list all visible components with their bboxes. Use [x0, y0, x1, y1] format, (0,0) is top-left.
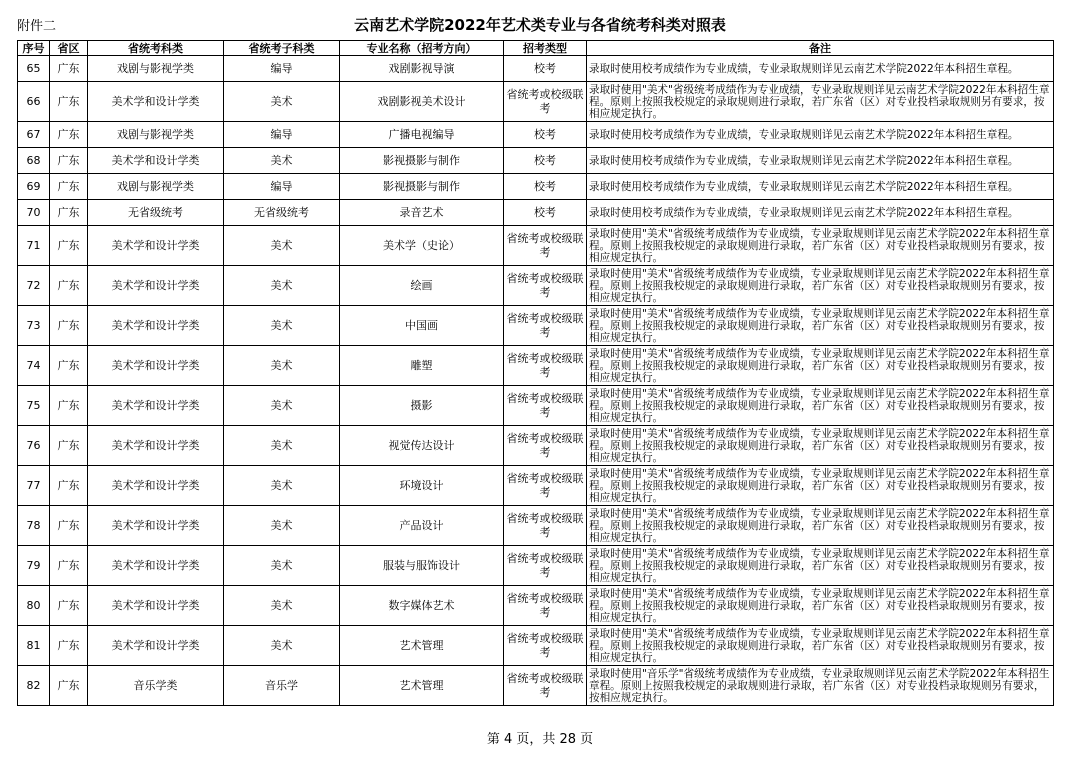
table-row	[18, 82, 1054, 122]
table-row	[18, 56, 1054, 82]
cell-note: 录取时使用校考成绩作为专业成绩，专业录取规则详见云南艺术学院2022年本科招生章程。	[587, 174, 1054, 200]
cell-type: 省统考或校级联考	[504, 666, 587, 706]
cell-province: 广东	[50, 226, 88, 266]
cell-type: 省统考或校级联考	[504, 266, 587, 306]
cell-subcategory: 编导	[224, 122, 340, 148]
column-header: 省统考科类	[88, 41, 224, 56]
cell-number: 81	[18, 626, 50, 666]
cell-number: 74	[18, 346, 50, 386]
cell-province: 广东	[50, 626, 88, 666]
cell-category: 戏剧与影视学类	[88, 122, 224, 148]
cell-category: 美术学和设计学类	[88, 306, 224, 346]
cell-province: 广东	[50, 546, 88, 586]
table-row	[18, 626, 1054, 666]
cell-note: 录取时使用校考成绩作为专业成绩，专业录取规则详见云南艺术学院2022年本科招生章程。	[587, 200, 1054, 226]
cell-major: 美术学（史论）	[340, 226, 504, 266]
cell-category: 戏剧与影视学类	[88, 56, 224, 82]
cell-subcategory: 音乐学	[224, 666, 340, 706]
cell-type: 省统考或校级联考	[504, 426, 587, 466]
cell-subcategory: 美术	[224, 506, 340, 546]
cell-province: 广东	[50, 506, 88, 546]
cell-note: 录取时使用校考成绩作为专业成绩，专业录取规则详见云南艺术学院2022年本科招生章程。	[587, 148, 1054, 174]
cell-category: 美术学和设计学类	[88, 346, 224, 386]
table-row	[18, 386, 1054, 426]
cell-number: 67	[18, 122, 50, 148]
cell-number: 66	[18, 82, 50, 122]
cell-major: 戏剧影视导演	[340, 56, 504, 82]
cell-province: 广东	[50, 466, 88, 506]
cell-subcategory: 编导	[224, 174, 340, 200]
cell-major: 广播电视编导	[340, 122, 504, 148]
cell-note: 录取时使用"美术"省级统考成绩作为专业成绩，专业录取规则详见云南艺术学院2022年本科招生章程。原则上按照我校规定的录取规则进行录取，若广东省（区）对专业投档录取规则另有要求，按相应规定执行。	[587, 266, 1054, 306]
cell-category: 美术学和设计学类	[88, 226, 224, 266]
cell-province: 广东	[50, 306, 88, 346]
cell-number: 72	[18, 266, 50, 306]
column-header: 备注	[587, 41, 1054, 56]
cell-major: 服装与服饰设计	[340, 546, 504, 586]
cell-subcategory: 美术	[224, 586, 340, 626]
cell-major: 摄影	[340, 386, 504, 426]
cell-subcategory: 美术	[224, 386, 340, 426]
cell-category: 美术学和设计学类	[88, 466, 224, 506]
cell-subcategory: 美术	[224, 626, 340, 666]
cell-category: 美术学和设计学类	[88, 266, 224, 306]
cell-category: 音乐学类	[88, 666, 224, 706]
cell-type: 省统考或校级联考	[504, 466, 587, 506]
cell-type: 省统考或校级联考	[504, 506, 587, 546]
cell-category: 美术学和设计学类	[88, 426, 224, 466]
cell-major: 绘画	[340, 266, 504, 306]
cell-type: 校考	[504, 56, 587, 82]
column-header: 序号	[18, 41, 50, 56]
cell-type: 省统考或校级联考	[504, 626, 587, 666]
table-row	[18, 122, 1054, 148]
cell-major: 产品设计	[340, 506, 504, 546]
cell-province: 广东	[50, 666, 88, 706]
cell-subcategory: 美术	[224, 346, 340, 386]
cell-type: 校考	[504, 174, 587, 200]
cell-number: 75	[18, 386, 50, 426]
table-row	[18, 306, 1054, 346]
cell-major: 中国画	[340, 306, 504, 346]
cell-subcategory: 美术	[224, 466, 340, 506]
cell-category: 美术学和设计学类	[88, 586, 224, 626]
cell-subcategory: 美术	[224, 426, 340, 466]
cell-note: 录取时使用校考成绩作为专业成绩，专业录取规则详见云南艺术学院2022年本科招生章程。	[587, 122, 1054, 148]
table-row	[18, 148, 1054, 174]
table-row	[18, 466, 1054, 506]
cell-note: 录取时使用"美术"省级统考成绩作为专业成绩，专业录取规则详见云南艺术学院2022年本科招生章程。原则上按照我校规定的录取规则进行录取，若广东省（区）对专业投档录取规则另有要求，按相应规定执行。	[587, 466, 1054, 506]
column-header: 招考类型	[504, 41, 587, 56]
table-row	[18, 174, 1054, 200]
cell-major: 数字媒体艺术	[340, 586, 504, 626]
page-title: 云南艺术学院2022年艺术类专业与各省统考科类对照表	[354, 16, 726, 34]
cell-province: 广东	[50, 346, 88, 386]
cell-subcategory: 美术	[224, 546, 340, 586]
cell-major: 雕塑	[340, 346, 504, 386]
cell-major: 视觉传达设计	[340, 426, 504, 466]
table-body	[18, 56, 1054, 706]
table-row	[18, 506, 1054, 546]
column-header: 省区	[50, 41, 88, 56]
cell-category: 戏剧与影视学类	[88, 174, 224, 200]
cell-number: 78	[18, 506, 50, 546]
cell-note: 录取时使用"美术"省级统考成绩作为专业成绩，专业录取规则详见云南艺术学院2022年本科招生章程。原则上按照我校规定的录取规则进行录取，若广东省（区）对专业投档录取规则另有要求，按相应规定执行。	[587, 386, 1054, 426]
table-row	[18, 586, 1054, 626]
table-row	[18, 426, 1054, 466]
cell-major: 影视摄影与制作	[340, 174, 504, 200]
table-row	[18, 346, 1054, 386]
table-row	[18, 200, 1054, 226]
cell-note: 录取时使用"美术"省级统考成绩作为专业成绩，专业录取规则详见云南艺术学院2022年本科招生章程。原则上按照我校规定的录取规则进行录取，若广东省（区）对专业投档录取规则另有要求，按相应规定执行。	[587, 82, 1054, 122]
cell-major: 影视摄影与制作	[340, 148, 504, 174]
cell-major: 录音艺术	[340, 200, 504, 226]
cell-subcategory: 美术	[224, 306, 340, 346]
cell-province: 广东	[50, 586, 88, 626]
cell-province: 广东	[50, 174, 88, 200]
cell-major: 环境设计	[340, 466, 504, 506]
cell-note: 录取时使用"美术"省级统考成绩作为专业成绩，专业录取规则详见云南艺术学院2022年本科招生章程。原则上按照我校规定的录取规则进行录取，若广东省（区）对专业投档录取规则另有要求，按相应规定执行。	[587, 346, 1054, 386]
cell-number: 73	[18, 306, 50, 346]
cell-type: 校考	[504, 122, 587, 148]
cell-note: 录取时使用"美术"省级统考成绩作为专业成绩，专业录取规则详见云南艺术学院2022年本科招生章程。原则上按照我校规定的录取规则进行录取，若广东省（区）对专业投档录取规则另有要求，按相应规定执行。	[587, 626, 1054, 666]
cell-major: 艺术管理	[340, 666, 504, 706]
cell-note: 录取时使用"音乐学"省级统考成绩作为专业成绩，专业录取规则详见云南艺术学院2022年本科招生章程。原则上按照我校规定的录取规则进行录取，若广东省（区）对专业投档录取规则另有要求，按相应规定执行。	[587, 666, 1054, 706]
cell-category: 美术学和设计学类	[88, 386, 224, 426]
mapping-table	[17, 40, 1054, 706]
cell-note: 录取时使用"美术"省级统考成绩作为专业成绩，专业录取规则详见云南艺术学院2022年本科招生章程。原则上按照我校规定的录取规则进行录取，若广东省（区）对专业投档录取规则另有要求，按相应规定执行。	[587, 426, 1054, 466]
cell-number: 69	[18, 174, 50, 200]
cell-province: 广东	[50, 56, 88, 82]
cell-type: 省统考或校级联考	[504, 586, 587, 626]
cell-type: 省统考或校级联考	[504, 226, 587, 266]
column-header: 省统考子科类	[224, 41, 340, 56]
cell-number: 68	[18, 148, 50, 174]
cell-number: 70	[18, 200, 50, 226]
cell-province: 广东	[50, 148, 88, 174]
cell-type: 校考	[504, 200, 587, 226]
cell-type: 省统考或校级联考	[504, 346, 587, 386]
cell-subcategory: 美术	[224, 82, 340, 122]
cell-number: 80	[18, 586, 50, 626]
page-footer: 第 4 页，共 28 页	[486, 732, 594, 747]
cell-subcategory: 美术	[224, 226, 340, 266]
table-row	[18, 266, 1054, 306]
cell-number: 79	[18, 546, 50, 586]
cell-subcategory: 编导	[224, 56, 340, 82]
cell-major: 艺术管理	[340, 626, 504, 666]
table-header-row	[18, 41, 1054, 56]
cell-note: 录取时使用"美术"省级统考成绩作为专业成绩，专业录取规则详见云南艺术学院2022年本科招生章程。原则上按照我校规定的录取规则进行录取，若广东省（区）对专业投档录取规则另有要求，按相应规定执行。	[587, 546, 1054, 586]
cell-note: 录取时使用"美术"省级统考成绩作为专业成绩，专业录取规则详见云南艺术学院2022年本科招生章程。原则上按照我校规定的录取规则进行录取，若广东省（区）对专业投档录取规则另有要求，按相应规定执行。	[587, 586, 1054, 626]
table-row	[18, 546, 1054, 586]
cell-note: 录取时使用"美术"省级统考成绩作为专业成绩，专业录取规则详见云南艺术学院2022年本科招生章程。原则上按照我校规定的录取规则进行录取，若广东省（区）对专业投档录取规则另有要求，按相应规定执行。	[587, 506, 1054, 546]
table-row	[18, 226, 1054, 266]
cell-number: 76	[18, 426, 50, 466]
cell-subcategory: 无省级统考	[224, 200, 340, 226]
cell-type: 校考	[504, 148, 587, 174]
cell-major: 戏剧影视美术设计	[340, 82, 504, 122]
cell-type: 省统考或校级联考	[504, 546, 587, 586]
cell-number: 77	[18, 466, 50, 506]
column-header: 专业名称（招考方向）	[340, 41, 504, 56]
cell-type: 省统考或校级联考	[504, 386, 587, 426]
cell-note: 录取时使用校考成绩作为专业成绩，专业录取规则详见云南艺术学院2022年本科招生章程。	[587, 56, 1054, 82]
cell-category: 美术学和设计学类	[88, 82, 224, 122]
cell-province: 广东	[50, 122, 88, 148]
attachment-label: 附件二	[17, 19, 57, 34]
cell-category: 美术学和设计学类	[88, 546, 224, 586]
cell-category: 美术学和设计学类	[88, 148, 224, 174]
cell-number: 65	[18, 56, 50, 82]
cell-subcategory: 美术	[224, 148, 340, 174]
cell-province: 广东	[50, 82, 88, 122]
cell-type: 省统考或校级联考	[504, 306, 587, 346]
cell-province: 广东	[50, 426, 88, 466]
table-row	[18, 666, 1054, 706]
cell-number: 71	[18, 226, 50, 266]
cell-number: 82	[18, 666, 50, 706]
cell-category: 无省级统考	[88, 200, 224, 226]
cell-note: 录取时使用"美术"省级统考成绩作为专业成绩，专业录取规则详见云南艺术学院2022年本科招生章程。原则上按照我校规定的录取规则进行录取，若广东省（区）对专业投档录取规则另有要求，按相应规定执行。	[587, 226, 1054, 266]
cell-province: 广东	[50, 200, 88, 226]
cell-category: 美术学和设计学类	[88, 626, 224, 666]
cell-province: 广东	[50, 386, 88, 426]
cell-province: 广东	[50, 266, 88, 306]
cell-subcategory: 美术	[224, 266, 340, 306]
cell-category: 美术学和设计学类	[88, 506, 224, 546]
cell-note: 录取时使用"美术"省级统考成绩作为专业成绩，专业录取规则详见云南艺术学院2022年本科招生章程。原则上按照我校规定的录取规则进行录取，若广东省（区）对专业投档录取规则另有要求，按相应规定执行。	[587, 306, 1054, 346]
cell-type: 省统考或校级联考	[504, 82, 587, 122]
